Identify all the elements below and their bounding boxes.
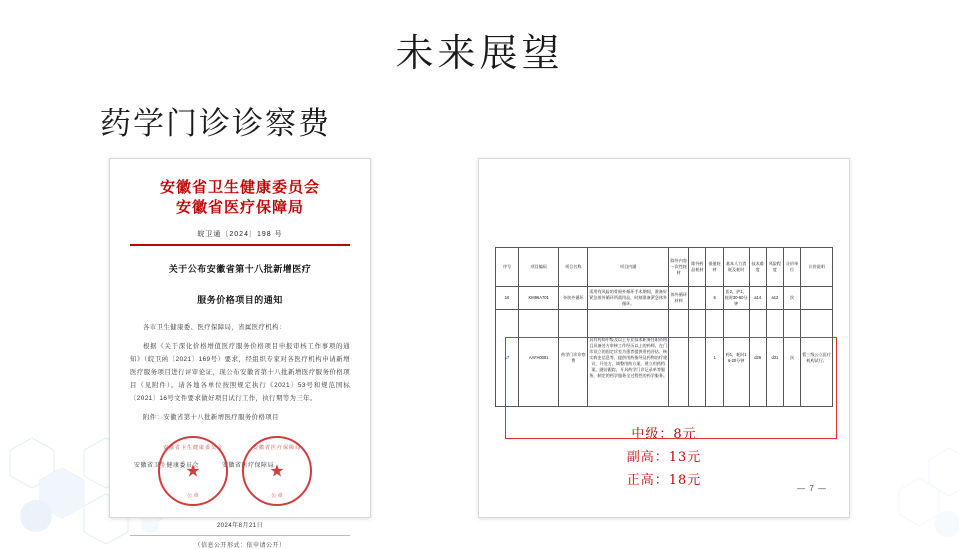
issuing-org-line1: 安徽省卫生健康委员会 bbox=[159, 178, 320, 196]
cell-risk: d31 bbox=[766, 310, 783, 407]
document-paragraph: 各市卫生健康委、医疗保障局，省属医疗机构： bbox=[143, 324, 286, 331]
seal-area bbox=[130, 430, 350, 516]
cell-content: 适用有风险的骨损外循环手术期间，准备好紧急体外循环所需用品，时刻准备紧急体外循环。 bbox=[588, 287, 669, 310]
seal-right-star-icon: ★ bbox=[269, 461, 285, 481]
col-manpower: 基本人力消耗及耗时 bbox=[723, 248, 749, 287]
cell-no: 16 bbox=[496, 287, 519, 310]
cell-unit: 次 bbox=[784, 310, 801, 407]
col-name: 项目名称 bbox=[559, 248, 588, 287]
cell-note bbox=[801, 287, 833, 310]
document-paragraph: 附件：安徽省第十八批新增医疗服务价格项目 bbox=[143, 414, 279, 421]
cell-code: AAFA0001 bbox=[518, 310, 558, 407]
page-subtitle: 药学门诊诊察费 bbox=[100, 106, 331, 142]
seal-right-arc-bottom: 公 章 bbox=[271, 493, 283, 499]
seal-left-star-icon: ★ bbox=[185, 461, 201, 481]
col-unit: 计价单位 bbox=[784, 248, 801, 287]
page-title: 未来展望 bbox=[395, 31, 564, 75]
col-lowvalue: 低值耗材 bbox=[706, 248, 723, 287]
red-divider-line bbox=[130, 244, 350, 246]
seal-label-left: 安徽省卫生健康委员会 bbox=[134, 463, 200, 469]
footer-divider bbox=[130, 535, 350, 536]
page-number: — 7 — bbox=[797, 484, 827, 493]
seal-left-arc-bottom: 公 章 bbox=[187, 493, 199, 499]
price-list bbox=[495, 423, 833, 492]
cell-content: 具有药师中级及以上专业技术职务任职资格且具备处方审核工作经历以上的药师，在门诊设立的固定诊室为患者提供用药评估、核实病史信息等，提供用药指导及药物治疗建议，开处方、调整用药方案，建立用药档案，随访跟踪，开具药学门诊记录单等服务，制定的药学服务全过程性的药学服务。 bbox=[588, 310, 669, 407]
price-items-table bbox=[495, 247, 833, 407]
cell-manpower: 医2，护1，耗时30-60分钟 bbox=[723, 287, 749, 310]
cell-no: 17 bbox=[496, 310, 519, 407]
col-exclude2: 除外药品耗材 bbox=[689, 248, 706, 287]
official-seal-left-icon bbox=[158, 436, 228, 506]
cell-difficulty: a14 bbox=[749, 287, 766, 310]
cell-name: 杂块外循环 bbox=[559, 287, 588, 310]
cell-exclude1: 体外循环材料 bbox=[669, 287, 689, 310]
cell-manpower: 药1，耗时16-20分钟 bbox=[723, 310, 749, 407]
col-content: 项目内涵 bbox=[588, 248, 669, 287]
cell-unit: 次 bbox=[784, 287, 801, 310]
document-body bbox=[130, 321, 350, 424]
cell-exclude1 bbox=[669, 310, 689, 407]
col-risk: 风险程度 bbox=[766, 248, 783, 287]
document-heading-line2: 服务价格项目的通知 bbox=[197, 295, 283, 305]
cell-exclude2 bbox=[689, 287, 706, 310]
price-line-intermediate: 中级：8元 bbox=[631, 427, 697, 442]
left-document-image bbox=[109, 158, 371, 549]
cell-risk: a12 bbox=[766, 287, 783, 310]
cell-lowvalue: 1 bbox=[706, 310, 723, 407]
cell-lowvalue: 6 bbox=[706, 287, 723, 310]
price-line-senior: 正高：18元 bbox=[626, 473, 702, 488]
cell-note: 暂三级公立医疗机构试行。 bbox=[801, 310, 833, 407]
right-document-image bbox=[478, 158, 850, 518]
seal-right-arc-top: 安徽省医疗保障局 bbox=[252, 445, 301, 451]
table-row bbox=[496, 287, 833, 310]
table-row-highlighted bbox=[496, 310, 833, 407]
col-no: 序号 bbox=[496, 248, 519, 287]
col-exclude1: 除外内容一次性耗材 bbox=[669, 248, 689, 287]
official-seal-right-icon bbox=[242, 436, 312, 506]
seal-label-right: 安徽省医疗保障局 bbox=[222, 463, 275, 469]
issuing-org-line2: 安徽省医疗保障局 bbox=[175, 198, 304, 216]
col-difficulty: 技术难度 bbox=[749, 248, 766, 287]
col-note: 计价说明 bbox=[801, 248, 833, 287]
document-heading-line1: 关于公布安徽省第十八批新增医疗 bbox=[168, 264, 312, 274]
table-header-row bbox=[496, 248, 833, 287]
cell-exclude2 bbox=[689, 310, 706, 407]
seal-left-arc-top: 安徽省卫生健康委员会 bbox=[162, 445, 223, 451]
price-line-associate-senior: 副高：13元 bbox=[626, 450, 702, 465]
cell-code: KM96A701 bbox=[518, 287, 558, 310]
col-code: 项目编码 bbox=[518, 248, 558, 287]
cell-name: 药学门诊诊察费 bbox=[559, 310, 588, 407]
disclosure-note: （信息公开形式：依申请公开） bbox=[194, 543, 286, 549]
document-paragraph: 根据《关于深化价格增值医疗服务价格项目申报审核工作事项的通知》（皖卫函〔2021〕169号）要求，经组织专家对各医疗机构申请新增医疗服务项目进行评审论证，现公布安徽省第十八批新增医疗服务价格项目（见附件）。请各地各单位按照规定执行《2021〕53号和规范国标〔2021〕16号文件要求做好项目试行工作，执行期等为三年。 bbox=[130, 343, 350, 402]
document-number: 皖卫通〔2024〕198 号 bbox=[197, 231, 283, 238]
seal-date: 2024年8月21日 bbox=[216, 523, 264, 529]
cell-difficulty: d26 bbox=[749, 310, 766, 407]
